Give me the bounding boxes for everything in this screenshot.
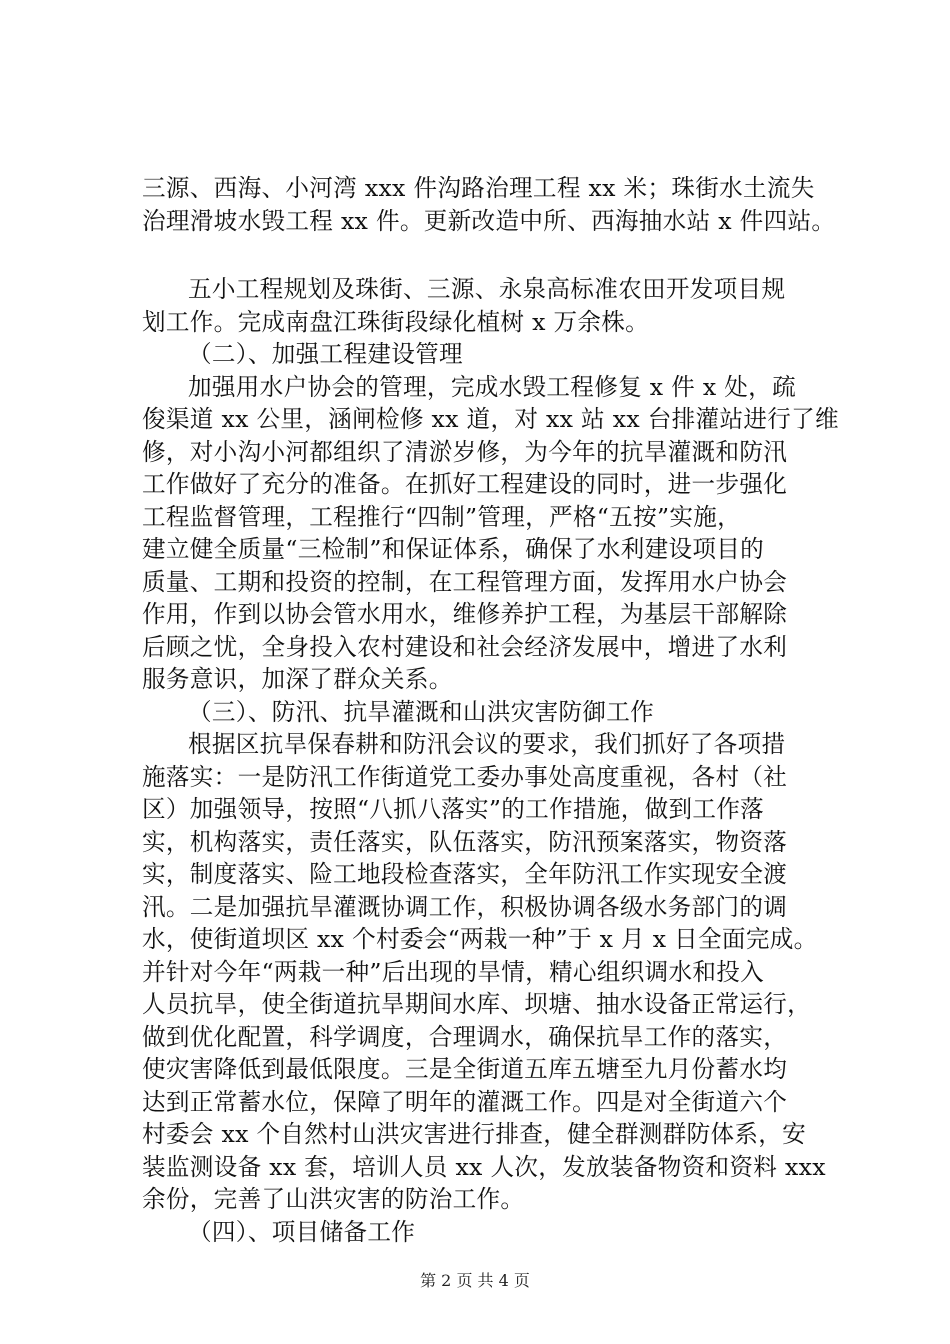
text-line: 实，机构落实，责任落实，队伍落实，防汛预案落实，物资落: [142, 827, 788, 856]
text-line: 人员抗旱，使全街道抗旱期间水库、坝塘、抽水设备正常运行，: [142, 990, 812, 1018]
text-line: 做到优化配置，科学调度，合理调水，确保抗旱工作的落实，: [142, 1022, 788, 1051]
text-line: 余份，完善了山洪灾害的防治工作。: [142, 1185, 525, 1213]
text-line: 汛。二是加强抗旱灌溉协调工作，积极协调各级水务部门的调: [142, 892, 788, 921]
text-line: 施落实：一是防汛工作街道党工委办事处高度重视，各村（社: [142, 762, 788, 791]
text-line: 划工作。完成南盘江珠街段绿化植树 x 万余株。: [142, 307, 650, 336]
text-line: 实，制度落实、险工地段检查落实，全年防汛工作实现安全渡: [142, 860, 788, 888]
document-body: [142, 172, 842, 1248]
text-line: 治理滑坡水毁工程 xx 件。更新改造中所、西海抽水站 x 件四站。: [142, 206, 836, 235]
text-line: 区）加强领导，按照“八抓八落实”的工作措施，做到工作落: [142, 795, 765, 823]
page-number-footer: 第 2 页 共 4 页: [420, 1271, 530, 1290]
paragraph-first-line: 五小工程规划及珠街、三源、永泉高标准农田开发项目规: [188, 275, 786, 303]
text-line: 并针对今年“两栽一种”后出现的旱情，精心组织调水和投入: [142, 957, 765, 986]
text-line: 水，使街道坝区 xx 个村委会“两栽一种”于 x 月 x 日全面完成。: [142, 925, 818, 953]
text-line: 作用，作到以协会管水用水，维修养护工程，为基层干部解除: [142, 600, 788, 628]
text-line: 村委会 xx 个自然村山洪灾害进行排查，健全群测群防体系，安: [142, 1120, 807, 1148]
text-line: 后顾之忧，全身投入农村建设和社会经济发展中，增进了水利: [142, 632, 788, 661]
section-heading: （四）、项目储备工作: [188, 1217, 416, 1246]
text-line: 工作做好了充分的准备。在抓好工程建设的同时，进一步强化: [142, 470, 788, 498]
text-line: 工程监督管理，工程推行“四制”管理，严格“五按”实施，: [142, 502, 742, 531]
text-line: 装监测设备 xx 套，培训人员 xx 人次，发放装备物资和资料 xxx: [142, 1152, 826, 1181]
paragraph-first-line: 加强用水户协会的管理，完成水毁工程修复 x 件 x 处，疏: [188, 372, 796, 401]
text-line: 使灾害降低到最低限度。三是全街道五库五塘至九月份蓄水均: [142, 1055, 788, 1083]
text-line: 建立健全质量“三检制”和保证体系，确保了水利建设项目的: [142, 535, 765, 563]
paragraph-first-line: 根据区抗旱保春耕和防汛会议的要求，我们抓好了各项措: [188, 730, 786, 758]
text-line: 达到正常蓄水位，保障了明年的灌溉工作。四是对全街道六个: [142, 1087, 788, 1116]
text-line: 三源、西海、小河湾 xxx 件沟路治理工程 xx 米；珠街水土流失: [142, 174, 815, 202]
text-line: 质量、工期和投资的控制，在工程管理方面，发挥用水户协会: [142, 567, 788, 596]
section-heading: （二）、加强工程建设管理: [188, 340, 463, 368]
text-line: 修，对小沟小河都组织了清淤岁修，为今年的抗旱灌溉和防汛: [142, 437, 788, 466]
section-heading: （三）、防汛、抗旱灌溉和山洪灾害防御工作: [188, 697, 655, 726]
text-line: 服务意识，加深了群众关系。: [142, 665, 453, 693]
text-line: 俊渠道 xx 公里，涵闸检修 xx 道，对 xx 站 xx 台排灌站进行了维: [142, 405, 839, 433]
